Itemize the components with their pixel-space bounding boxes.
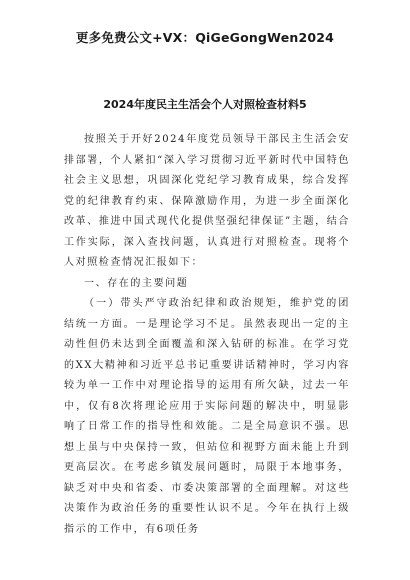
document-body [64,130,350,540]
document-title: 2024年度民主生活会个人对照检查材料5 [103,98,307,111]
intro-paragraph: 按照关于开好2024年度党员领导干部民主生活会安排部署，个人紧扣“深入学习贯彻习近平新时代中国特色社会主义思想，巩固深化党纪学习教育成果，综合发挥党的纪律教育约束、保障激励作用，为进一步全面深化改革、推进中国式现代化提供坚强纪律保证”主题，结合工作实际，深入查找问题，认真进行对照检查。现将个人对照检查情况汇报如下： [64,134,350,268]
section-paragraph: （一）带头严守政治纪律和政治规矩，维护党的团结统一方面。一是理论学习不足。虽然表现出一定的主动性但仍未达到全面覆盖和深入钻研的标准。在学习党的XX大精神和习近平总书记重要讲话精神时，学习内容较为单一工作中对理论指导的运用有所欠缺，过去一年中，仅有8次将理论应用于实际问题的解决中，明显影响了日常工作的指导性和效能。二是全局意识不强。思想上虽与中央保持一致，但站位和视野方面未能上升到更高层次。在考虑乡镇发展问题时，局限于本地事务，缺乏对中央和省委、市委决策部署的全面理解。对这些决策作为政治任务的重要性认识不足。今年在执行上级指示的工作中，有6项任务 [64,298,350,535]
section-heading: 一、存在的主要问题 [84,277,189,289]
header-watermark-line: 更多免费公文+VX：QiGeGongWen2024 [75,30,335,45]
